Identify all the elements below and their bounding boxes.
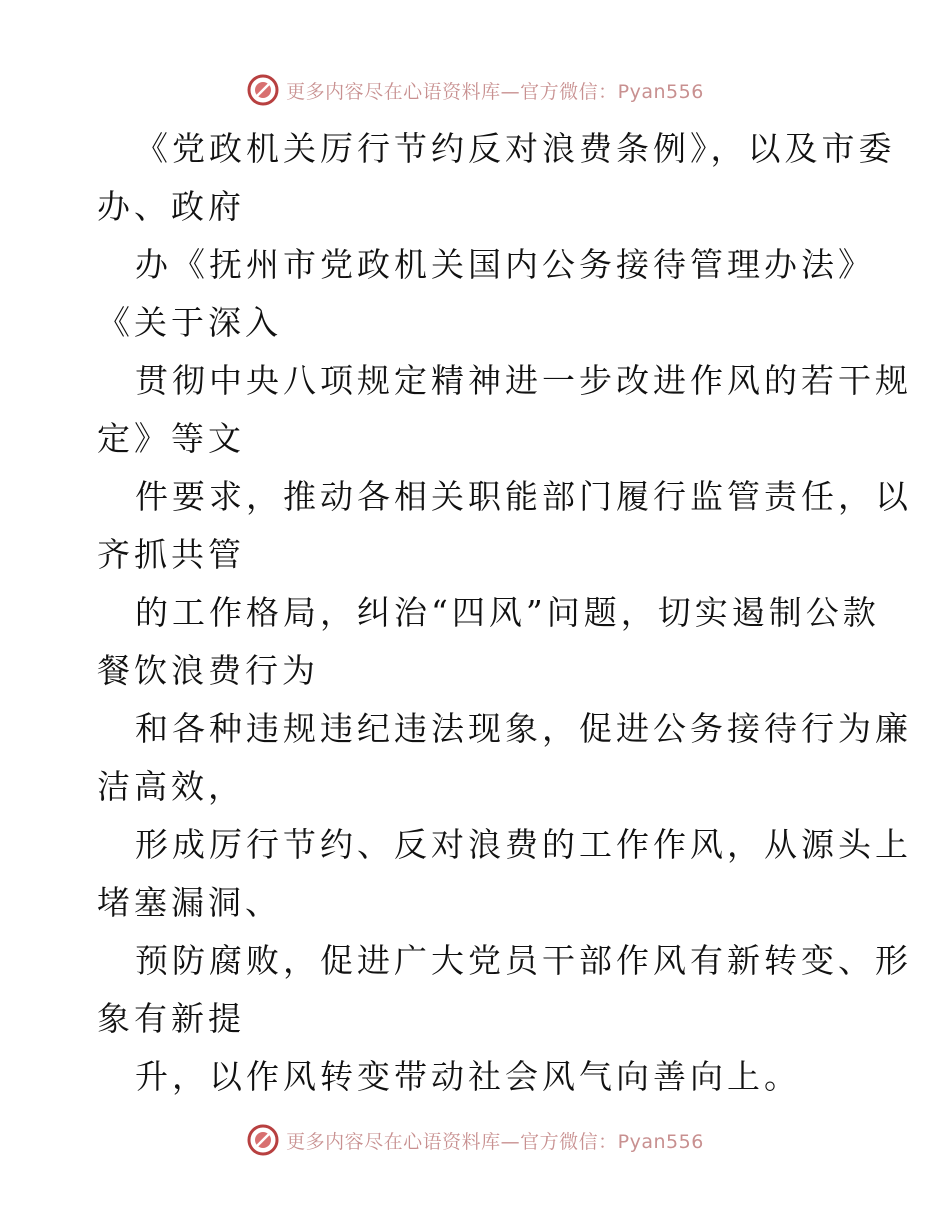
text-line: 《党政机关厉行节约反对浪费条例》，以及市委 bbox=[135, 129, 896, 168]
text-line: 预防腐败，促进广大党员干部作风有新转变、形 bbox=[135, 941, 912, 980]
text-line: 齐抓共管 bbox=[97, 535, 245, 574]
text-line: 象有新提 bbox=[97, 999, 245, 1038]
watermark-text: 更多内容尽在心语资料库—官方微信：Pyan556 bbox=[286, 80, 704, 103]
header-watermark bbox=[0, 70, 950, 110]
text-line: 办、政府 bbox=[97, 187, 245, 226]
text-line: 《关于深入 bbox=[97, 303, 282, 342]
text-line: 办《抚州市党政机关国内公务接待管理办法》 bbox=[135, 245, 875, 284]
text-line: 定》等文 bbox=[97, 419, 245, 458]
text-line: 件要求，推动各相关职能部门履行监管责任，以 bbox=[135, 477, 912, 516]
text-line: 升，以作风转变带动社会风气向善向上。 bbox=[135, 1057, 801, 1096]
text-line: 堵塞漏洞、 bbox=[97, 883, 282, 922]
brand-logo-icon bbox=[246, 73, 280, 107]
text-line: 餐饮浪费行为 bbox=[97, 651, 319, 690]
text-line: 贯彻中央八项规定精神进一步改进作风的若干规 bbox=[135, 361, 912, 400]
footer-watermark bbox=[0, 1120, 950, 1160]
text-line: 的工作格局，纠治“四风”问题，切实遏制公款 bbox=[135, 593, 880, 632]
text-line: 洁高效， bbox=[97, 767, 245, 806]
brand-logo-icon bbox=[246, 1123, 280, 1157]
text-line: 和各种违规违纪违法现象，促进公务接待行为廉 bbox=[135, 709, 912, 748]
text-line: 形成厉行节约、反对浪费的工作作风，从源头上 bbox=[135, 825, 912, 864]
watermark-text: 更多内容尽在心语资料库—官方微信：Pyan556 bbox=[286, 1130, 704, 1153]
